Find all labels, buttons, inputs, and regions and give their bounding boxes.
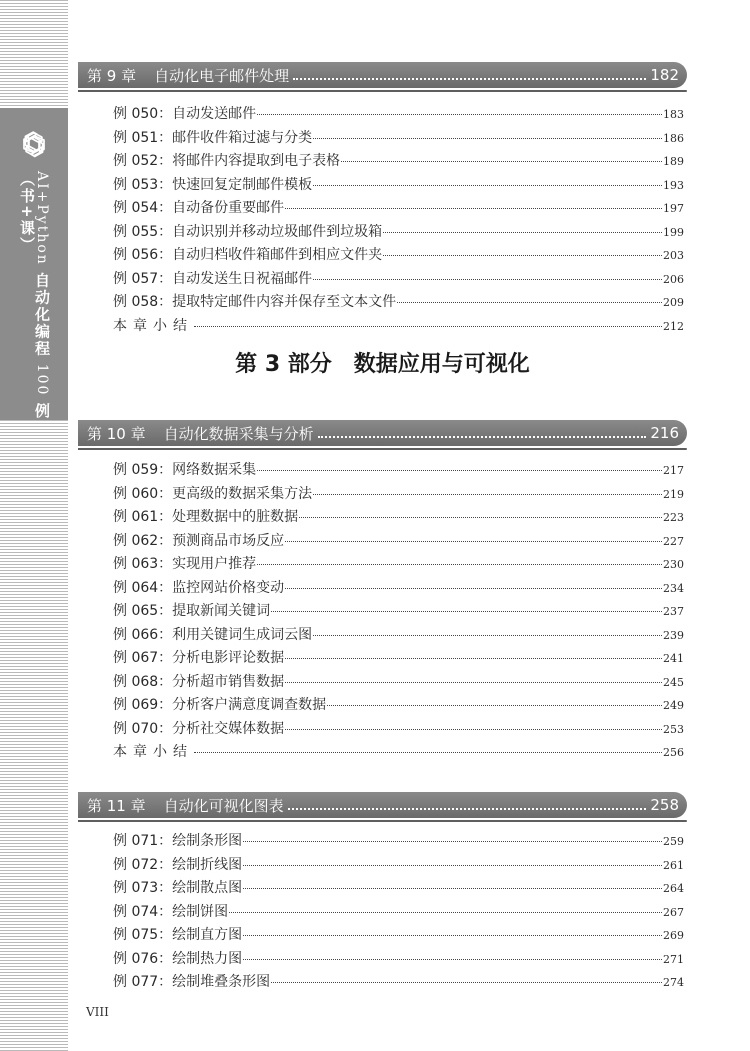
entry-label: 例 069：分析客户满意度调查数据 [113,697,327,713]
chapter-number: 第 11 章 [87,796,146,815]
entry-page: 223 [663,511,684,524]
leader-dots [383,255,662,256]
chapter-header[interactable] [78,420,687,446]
chapter-summary-entry[interactable] [113,741,684,765]
chapter-entries [113,103,684,338]
entry-label: 例 061：处理数据中的脏数据 [113,509,299,525]
toc-entry[interactable] [113,971,684,995]
entry-page: 219 [663,487,684,501]
entry-page: 197 [663,202,684,215]
toc-entry[interactable] [113,830,684,854]
leader-dots [285,541,662,542]
entry-page: 193 [663,178,684,192]
entry-label: 例 071：绘制条形图 [113,833,243,849]
entry-label: 例 051：邮件收件箱过滤与分类 [113,129,313,146]
leader-dots [194,326,662,327]
leader-dots [313,279,662,280]
chapter-page: 216 [650,424,679,442]
entry-page: 189 [663,155,684,168]
entry-page: 256 [663,746,684,759]
entry-label: 例 055：自动识别并移动垃圾邮件到垃圾箱 [113,223,383,240]
entry-label: 例 065：提取新闻关键词 [113,603,271,619]
leader-dots [257,470,662,471]
entry-label: 例 053：快速回复定制邮件模板 [113,176,313,193]
leader-dots [257,114,662,115]
toc-entry[interactable] [113,530,684,554]
entry-label: 例 050：自动发送邮件 [113,106,257,122]
chapter-number: 第 9 章 [87,66,137,85]
leader-dots [257,564,662,565]
chapter-number: 第 10 章 [87,424,146,443]
toc-entry[interactable] [113,197,684,221]
entry-label: 例 062：预测商品市场反应 [113,532,285,549]
toc-entry[interactable] [113,291,684,315]
chapter-header[interactable] [78,62,687,88]
toc-entry[interactable] [113,150,684,174]
entry-label: 例 067：分析电影评论数据 [113,650,285,666]
leader-dots [243,888,662,889]
toc-entry[interactable] [113,924,684,948]
toc-entry[interactable] [113,127,684,151]
entry-label: 例 052：将邮件内容提取到电子表格 [113,153,341,169]
book-title-prefix: AI+Python [34,170,50,266]
leader-dots [271,611,662,612]
entry-page: 206 [663,272,684,286]
toc-entry[interactable] [113,553,684,577]
entry-label: 例 070：分析社交媒体数据 [113,720,285,737]
chapter-page: 258 [650,796,679,814]
toc-entry[interactable] [113,244,684,268]
entry-label: 例 059：网络数据采集 [113,462,257,478]
entry-label: 例 066：利用关键词生成词云图 [113,626,313,643]
entry-label: 例 057：自动发送生日祝福邮件 [113,270,313,287]
book-title-main: 自动化编程 [33,271,51,357]
entry-label: 例 076：绘制热力图 [113,950,243,967]
chapter-summary-entry[interactable] [113,315,684,339]
page-number: VIII [86,1005,109,1019]
book-title-vertical [19,171,49,420]
toc-entry[interactable] [113,624,684,648]
chapter-entries [113,459,684,765]
toc-entry[interactable] [113,221,684,245]
leader-dots [243,841,662,842]
toc-entry[interactable] [113,577,684,601]
entry-page: 186 [663,131,684,145]
leader-dots [288,808,647,810]
entry-page: 183 [663,108,684,121]
leader-dots [299,517,662,518]
entry-page: 203 [663,249,684,262]
entry-page: 249 [663,699,684,712]
entry-label: 例 074：绘制饼图 [113,903,229,920]
toc-entry[interactable] [113,268,684,292]
leader-dots [313,185,662,186]
entry-page: 209 [663,296,684,309]
entry-label: 本章小结 [113,317,193,334]
entry-page: 237 [663,605,684,618]
toc-entry[interactable] [113,459,684,483]
entry-label: 本章小结 [113,744,193,760]
leader-dots [243,865,662,866]
entry-label: 例 058：提取特定邮件内容并保存至文本文件 [113,294,397,310]
chapter-title: 自动化数据采集与分析 [163,424,314,443]
entry-label: 例 056：自动归档收件箱邮件到相应文件夹 [113,247,383,263]
entry-page: 241 [663,652,684,665]
entry-label: 例 072：绘制折线图 [113,856,243,873]
entry-page: 239 [663,628,684,642]
toc-entry[interactable] [113,877,684,901]
toc-entry[interactable] [113,854,684,878]
leader-dots [341,161,662,162]
toc-entry[interactable] [113,174,684,198]
entry-label: 例 077：绘制堆叠条形图 [113,974,271,990]
toc-entry[interactable] [113,103,684,127]
leader-dots [285,729,662,730]
chapter-header[interactable] [78,792,687,818]
leader-dots [194,752,662,753]
entry-page: 271 [663,952,684,966]
entry-label: 例 054：自动备份重要邮件 [113,200,285,216]
side-tab [0,108,68,420]
entry-page: 261 [663,858,684,872]
entry-page: 217 [663,464,684,477]
leader-dots [243,959,662,960]
leader-dots [397,302,662,303]
entry-page: 264 [663,882,684,895]
entry-page: 259 [663,835,684,848]
entry-page: 234 [663,581,684,595]
entry-label: 例 063：实现用户推荐 [113,556,257,572]
entry-page: 245 [663,675,684,689]
book-title-suffix: 例（书+课） [18,170,51,420]
entry-page: 267 [663,905,684,919]
toc-entry[interactable] [113,901,684,925]
leader-dots [285,682,662,683]
entry-label: 例 068：分析超市销售数据 [113,673,285,690]
leader-dots [271,982,662,983]
leader-dots [285,588,662,589]
entry-label: 例 064：监控网站价格变动 [113,579,285,596]
part-heading: 第 3 部分 数据应用与可视化 [235,352,530,377]
entry-label: 例 075：绘制直方图 [113,927,243,943]
entry-page: 230 [663,558,684,571]
leader-dots [293,78,646,80]
chapter-title: 自动化可视化图表 [163,796,284,815]
chapter-entries [113,830,684,995]
leader-dots [285,208,662,209]
entry-page: 199 [663,225,684,239]
entry-page: 274 [663,976,684,989]
leader-dots [313,494,662,495]
toc-entry[interactable] [113,483,684,507]
leader-dots [318,436,647,438]
leader-dots [313,138,662,139]
entry-page: 269 [663,929,684,942]
toc-entry[interactable] [113,671,684,695]
entry-page: 212 [663,319,684,333]
openai-knot-icon [15,130,53,159]
leader-dots [327,705,662,706]
toc-entry[interactable] [113,600,684,624]
leader-dots [229,912,662,913]
leader-dots [285,658,662,659]
toc-entry[interactable] [113,694,684,718]
toc-entry[interactable] [113,506,684,530]
chapter-page: 182 [650,66,679,84]
book-title-count: 100 [34,363,50,397]
leader-dots [243,935,662,936]
entry-label: 例 073：绘制散点图 [113,880,243,896]
toc-entry[interactable] [113,647,684,671]
entry-page: 227 [663,534,684,548]
entry-page: 253 [663,722,684,736]
leader-dots [383,232,662,233]
toc-entry[interactable] [113,948,684,972]
leader-dots [313,635,662,636]
chapter-title: 自动化电子邮件处理 [154,66,290,85]
entry-label: 例 060：更高级的数据采集方法 [113,485,313,502]
toc-entry[interactable] [113,718,684,742]
